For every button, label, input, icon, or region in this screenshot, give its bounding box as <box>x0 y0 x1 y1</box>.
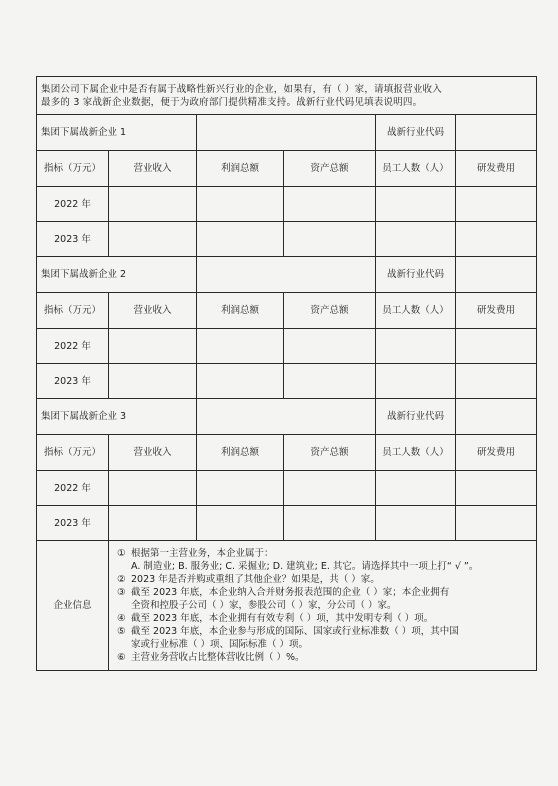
column-header: 营业收入 <box>109 151 197 187</box>
value-cell[interactable] <box>284 471 376 506</box>
indicator-label: 指标（万元） <box>37 293 109 329</box>
value-cell[interactable] <box>456 364 537 399</box>
value-cell[interactable] <box>197 187 284 222</box>
indicator-header-row <box>37 293 537 329</box>
industry-code-label: 战新行业代码 <box>376 257 456 293</box>
value-cell[interactable] <box>284 329 376 364</box>
item-text: 截至 2023 年底，本企业纳入合并财务报表范围的企业（ ）家；本企业拥有 <box>131 587 450 598</box>
info-line <box>117 625 530 638</box>
value-cell[interactable] <box>376 364 456 399</box>
value-cell[interactable] <box>456 222 537 257</box>
enterprise-name: 集团下属战新企业 2 <box>37 257 197 293</box>
year-label: 2023 年 <box>37 506 109 541</box>
intro-line-2: 最多的 3 家战新企业数据，便于为政府部门提供精准支持。战新行业代码见填表说明四。 <box>41 96 423 108</box>
enterprise-blocks <box>36 114 536 541</box>
enterprise-title-row <box>37 115 537 151</box>
year-row <box>37 222 537 257</box>
industry-code-label: 战新行业代码 <box>376 399 456 435</box>
year-label: 2022 年 <box>37 187 109 222</box>
enterprise-table-3 <box>36 398 537 541</box>
enterprise-name-field[interactable] <box>197 257 376 293</box>
enterprise-table-1 <box>36 114 537 257</box>
item-text: 根据第一主营业务，本企业属于： <box>131 548 274 559</box>
column-header: 资产总额 <box>284 151 376 187</box>
column-header: 员工人数（人） <box>376 293 456 329</box>
indicator-header-row <box>37 435 537 471</box>
year-row <box>37 506 537 541</box>
item-number: ⑤ <box>117 626 126 637</box>
column-header: 资产总额 <box>284 435 376 471</box>
enterprise-name-field[interactable] <box>197 115 376 151</box>
value-cell[interactable] <box>376 222 456 257</box>
value-cell[interactable] <box>197 329 284 364</box>
value-cell[interactable] <box>109 187 197 222</box>
info-line <box>117 586 530 599</box>
item-number: ⑥ <box>117 652 126 663</box>
value-cell[interactable] <box>109 506 197 541</box>
column-header: 利润总额 <box>197 293 284 329</box>
info-line <box>117 638 530 651</box>
value-cell[interactable] <box>197 222 284 257</box>
value-cell[interactable] <box>376 506 456 541</box>
value-cell[interactable] <box>197 471 284 506</box>
column-header: 员工人数（人） <box>376 151 456 187</box>
year-label: 2023 年 <box>37 222 109 257</box>
value-cell[interactable] <box>197 506 284 541</box>
column-header: 营业收入 <box>109 293 197 329</box>
industry-code-label: 战新行业代码 <box>376 115 456 151</box>
form-page <box>36 76 536 671</box>
enterprise-name: 集团下属战新企业 3 <box>37 399 197 435</box>
value-cell[interactable] <box>109 471 197 506</box>
column-header: 资产总额 <box>284 293 376 329</box>
value-cell[interactable] <box>284 506 376 541</box>
enterprise-table-2 <box>36 256 537 399</box>
item-number: ③ <box>117 587 126 598</box>
value-cell[interactable] <box>376 471 456 506</box>
year-row <box>37 471 537 506</box>
info-table <box>36 540 537 671</box>
year-label: 2022 年 <box>37 471 109 506</box>
value-cell[interactable] <box>284 364 376 399</box>
value-cell[interactable] <box>456 187 537 222</box>
value-cell[interactable] <box>197 364 284 399</box>
indicator-label: 指标（万元） <box>37 435 109 471</box>
item-number: ② <box>117 574 126 585</box>
intro-row <box>37 77 537 115</box>
year-label: 2023 年 <box>37 364 109 399</box>
column-header: 员工人数（人） <box>376 435 456 471</box>
year-row <box>37 329 537 364</box>
info-label: 企业信息 <box>37 541 109 671</box>
enterprise-name: 集团下属战新企业 1 <box>37 115 197 151</box>
year-row <box>37 187 537 222</box>
industry-code-field[interactable] <box>456 399 537 435</box>
year-label: 2022 年 <box>37 329 109 364</box>
item-text: 家或行业标准（ ）项、国际标准（ ）项。 <box>131 639 309 650</box>
indicator-header-row <box>37 151 537 187</box>
industry-code-field[interactable] <box>456 257 537 293</box>
enterprise-title-row <box>37 399 537 435</box>
value-cell[interactable] <box>456 329 537 364</box>
info-line <box>117 651 530 664</box>
column-header: 利润总额 <box>197 435 284 471</box>
info-lines <box>117 547 530 664</box>
item-text: 主营业务营收占比整体营收比例（ ）%。 <box>131 652 305 663</box>
column-header: 研发费用 <box>456 435 537 471</box>
info-line <box>117 612 530 625</box>
column-header: 利润总额 <box>197 151 284 187</box>
item-text: 截至 2023 年底，本企业拥有有效专利（ ）项，其中发明专利（ ）项。 <box>131 613 434 624</box>
value-cell[interactable] <box>456 506 537 541</box>
value-cell[interactable] <box>109 222 197 257</box>
column-header: 研发费用 <box>456 151 537 187</box>
indicator-label: 指标（万元） <box>37 151 109 187</box>
value-cell[interactable] <box>109 329 197 364</box>
enterprise-form-table <box>36 76 537 115</box>
value-cell[interactable] <box>284 222 376 257</box>
value-cell[interactable] <box>376 329 456 364</box>
value-cell[interactable] <box>456 471 537 506</box>
enterprise-title-row <box>37 257 537 293</box>
item-number: ④ <box>117 613 126 624</box>
column-header: 营业收入 <box>109 435 197 471</box>
info-content <box>109 541 537 671</box>
industry-code-field[interactable] <box>456 115 537 151</box>
intro-text <box>37 77 537 115</box>
column-header: 研发费用 <box>456 293 537 329</box>
enterprise-name-field[interactable] <box>197 399 376 435</box>
info-line <box>117 547 530 560</box>
value-cell[interactable] <box>284 187 376 222</box>
value-cell[interactable] <box>376 187 456 222</box>
item-text: A. 制造业; B. 服务业; C. 采掘业; D. 建筑业; E. 其它。请选择其中一项上打“ √ ”。 <box>131 561 479 572</box>
intro-line-1: 集团公司下属企业中是否有属于战略性新兴行业的企业，如果有，有（ ）家，请填报营业收入 <box>41 83 442 95</box>
info-line <box>117 560 530 573</box>
item-text: 全资和控股子公司（ ）家，参股公司（ ）家，分公司（ ）家。 <box>131 600 397 611</box>
info-line <box>117 573 530 586</box>
item-text: 截至 2023 年底，本企业参与形成的国际、国家或行业标准数（ ）项，其中国 <box>131 626 459 637</box>
value-cell[interactable] <box>109 364 197 399</box>
year-row <box>37 364 537 399</box>
info-line <box>117 599 530 612</box>
item-number: ① <box>117 548 126 559</box>
item-text: 2023 年是否并购或重组了其他企业？如果是，共（ ）家。 <box>131 574 380 585</box>
